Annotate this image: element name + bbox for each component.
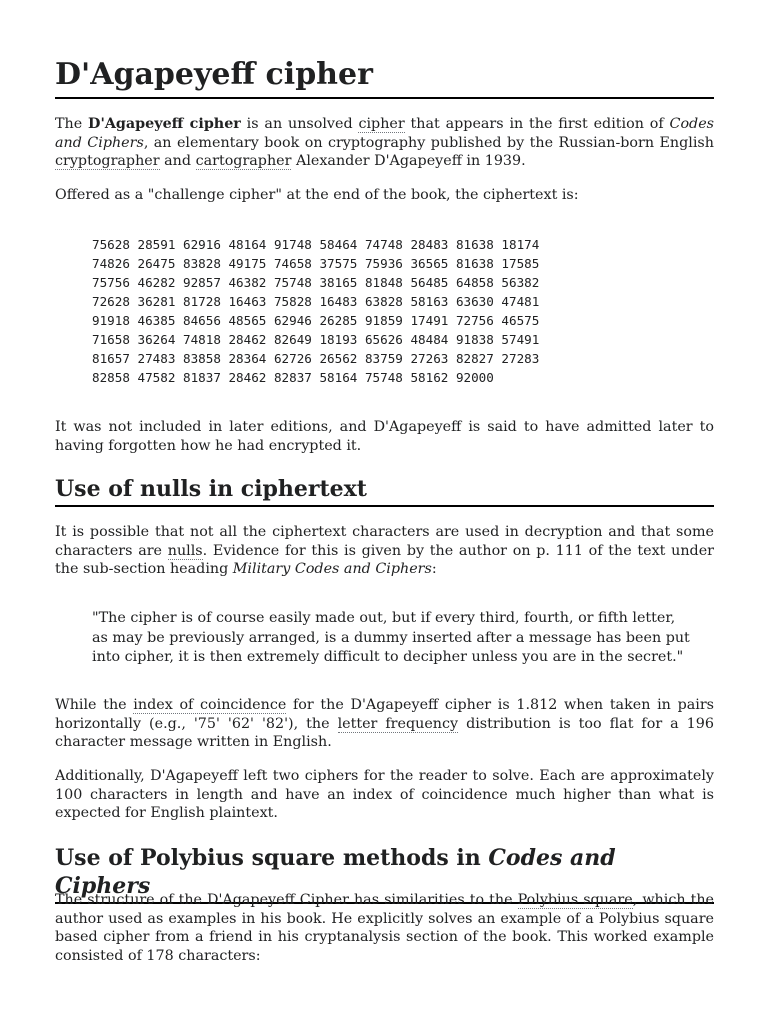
blockquote: "The cipher is of course easily made out, but if every third, fourth, or fifth letter, as may be previously arranged, is a dummy inserted after a message has been put into cipher, it is then extremely difficult to decipher unless you are in the secret." — [92, 610, 690, 665]
intro-text: The — [55, 116, 89, 132]
intro-text: is an unsolved — [240, 116, 359, 132]
nulls-paragraph — [55, 523, 714, 579]
intro-text: and — [159, 153, 196, 169]
link-cryptographer[interactable]: cryptographer — [55, 153, 160, 169]
link-cartographer[interactable]: cartographer — [195, 153, 292, 169]
coincidence-text: While the — [55, 697, 134, 713]
intro-text: that appears in the first edition of — [404, 116, 670, 132]
not-included-paragraph: It was not included in later editions, and D'Agapeyeff is said to have admitted later to having forgotten how he had encrypted it. — [55, 419, 714, 454]
polybius-text: , which the author used as examples in his book. He explicitly solves an example of a Polybius square based cipher from a friend in his cryptanalysis section of the book. This worked example consisted of 178 characters: — [55, 892, 714, 964]
ciphertext-block: 75628 28591 62916 48164 91748 58464 74748 28483 81638 18174 74826 26475 83828 49175 74658 37575 75936 36565 81638 17585 75756 46282 92857 46382 75748 38165 81848 56485 64858 56382 72628 36281 81728 16463 75828 16483 63828 58163 63630 47481 91918 46385 84656 48565 62946 26285 91859 17491 72756 46575 71658 36264 74818 28462 82649 18193 65626 48484 91838 57491 81657 27483 83858 28364 62726 26562 83759 27263 82827 27283 82858 47582 81837 28462 82837 58164 75748 58162 92000 — [92, 237, 540, 385]
nulls-text: It is possible that not all the ciphertext characters are used in decryption and that some characters are — [55, 524, 714, 559]
link-letter-frequency[interactable]: letter frequency — [337, 715, 459, 732]
coincidence-text: for the D'Agapeyeff cipher is 1.812 when taken in pairs horizontally (e.g., '75' '62' '82'), the — [55, 697, 714, 732]
nulls-text: : — [431, 561, 437, 577]
intro-paragraph — [55, 115, 714, 171]
link-polybius-square[interactable]: Polybius square — [517, 892, 633, 908]
nulls-text: . Evidence for this is given by the author on p. 111 of the text under the sub-section heading — [55, 542, 714, 577]
polybius-text: The structure of the D'Agapeyeff Cipher has similarities to the — [55, 892, 518, 908]
intro-text: Alexander D'Agapeyeff in 1939. — [291, 153, 526, 169]
intro-text: , an elementary book on cryptography published by the Russian-born English — [143, 134, 714, 151]
additional-ciphers-paragraph: Additionally, D'Agapeyeff left two ciphers for the reader to solve. Each are approximately 100 characters in length and have an index of coincidence much higher than what is expected for English plaintext. — [55, 768, 714, 821]
link-cipher[interactable]: cipher — [358, 116, 405, 132]
intro-bold-term: D'Agapeyeff cipher — [88, 116, 241, 132]
coincidence-text: distribution is too flat for a 196 character message written in English. — [55, 715, 714, 750]
book-title: Codes and Ciphers — [55, 116, 714, 151]
heading-book-title: Codes and Ciphers — [55, 845, 616, 899]
page-title: D'Agapeyeff cipher — [55, 57, 714, 99]
section-heading-nulls: Use of nulls in ciphertext — [55, 475, 714, 507]
link-index-of-coincidence[interactable]: index of coincidence — [133, 697, 287, 713]
subsection-title: Military Codes and Ciphers — [232, 561, 432, 577]
polybius-paragraph — [55, 891, 714, 965]
link-nulls[interactable]: nulls — [167, 542, 203, 559]
offered-paragraph: Offered as a "challenge cipher" at the end of the book, the ciphertext is: — [55, 187, 579, 203]
coincidence-paragraph — [55, 696, 714, 752]
heading-text: Use of Polybius square methods in — [55, 845, 489, 871]
